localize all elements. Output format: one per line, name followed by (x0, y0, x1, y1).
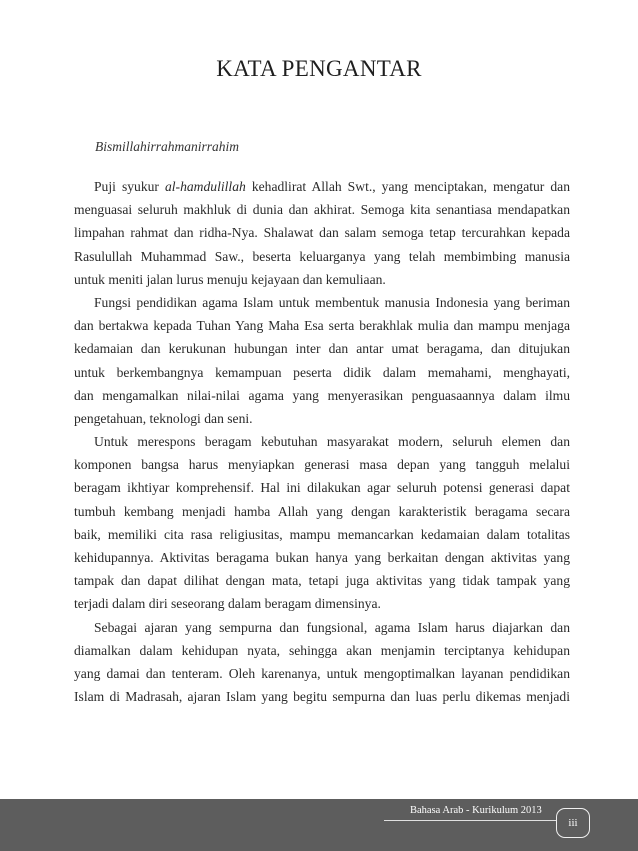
paragraph (74, 616, 570, 709)
text-line: terjadi dalam diri seseorang dalam beragam dimensinya. (74, 596, 381, 612)
text-line: Rasulullah Muhammad Saw., beserta keluarganya yang telah membimbing manusia (74, 248, 570, 264)
paragraph (74, 175, 570, 291)
text-line: limpahan rahmat dan ridha-Nya. Shalawat dan salam semoga tetap tercurahkan kepada (74, 225, 570, 241)
text-line: Fungsi pendidikan agama Islam untuk membentuk manusia Indonesia yang beriman (94, 294, 570, 310)
text-line: yang damai dan tenteram. Oleh karenanya, untuk mengoptimalkan layanan pendidikan (74, 665, 570, 681)
paragraph (74, 430, 570, 616)
text-line: dan bertakwa kepada Tuhan Yang Maha Esa serta berakhlak mulia dan mampu menjaga (74, 318, 570, 334)
text-line: Islam di Madrasah, ajaran Islam yang begitu sempurna dan luas perlu dikemas menjadi (74, 689, 570, 705)
text-line: kedamaian dan kerukunan hubungan inter dan antar umat beragama, dan ditujukan (74, 341, 570, 357)
text-line: dan mengamalkan nilai-nilai agama yang menyerasikan penguasaannya dalam ilmu (74, 387, 570, 403)
text-line: komponen bangsa harus menyiapkan generasi masa depan yang tangguh melalui (74, 457, 570, 473)
text-segment-italic: al-hamdulillah (164, 179, 246, 194)
body-text (74, 175, 570, 708)
text-line: menguasai seluruh makhluk di dunia dan akhirat. Semoga kita senantiasa mendapatkan (74, 202, 570, 218)
page-number: iii (556, 808, 590, 838)
text-line: baik, memiliki cita rasa religiusitas, mampu memancarkan kedamaian dalam totalitas (74, 526, 570, 542)
text-line: kehidupannya. Aktivitas beragama bukan hanya yang berkaitan dengan aktivitas yang (74, 550, 570, 565)
opening-salutation: Bismillahirrahmanirrahim (95, 139, 240, 154)
text-segment: kehadlirat Allah Swt., yang menciptakan, mengatur dan (245, 179, 570, 194)
text-line: untuk berkembangnya kemampuan peserta didik dalam memahami, menghayati, (74, 364, 570, 380)
text-line: diamalkan dalam kehidupan nyata, sehingga akan menjamin terciptanya kehidupan (74, 642, 570, 658)
paragraph (74, 291, 570, 430)
footer-divider (384, 820, 562, 821)
text-segment: Puji syukur (94, 179, 165, 194)
text-line: Untuk merespons beragam kebutuhan masyarakat modern, seluruh elemen dan (94, 434, 570, 450)
page-title: KATA PENGANTAR (216, 56, 422, 81)
footer-book-label: Bahasa Arab - Kurikulum 2013 (410, 805, 542, 816)
text-line: tumbuh kembang menjadi hamba Allah yang dengan karakteristik beragama secara (74, 503, 570, 519)
text-line: pengetahuan, teknologi dan seni. (74, 410, 253, 426)
text-line: untuk meniti jalan lurus menuju kejayaan dan kemuliaan. (74, 271, 386, 287)
footer-band (0, 799, 638, 851)
text-line (74, 175, 570, 198)
text-line: Sebagai ajaran yang sempurna dan fungsional, agama Islam harus diajarkan dan (94, 619, 570, 635)
text-line: tampak dan dapat dilihat dengan mata, tetapi juga aktivitas yang tidak tampak yang (74, 573, 570, 589)
text-line: beragam ikhtiyar komprehensif. Hal ini dilakukan agar seluruh potensi generasi dapat (74, 480, 570, 496)
